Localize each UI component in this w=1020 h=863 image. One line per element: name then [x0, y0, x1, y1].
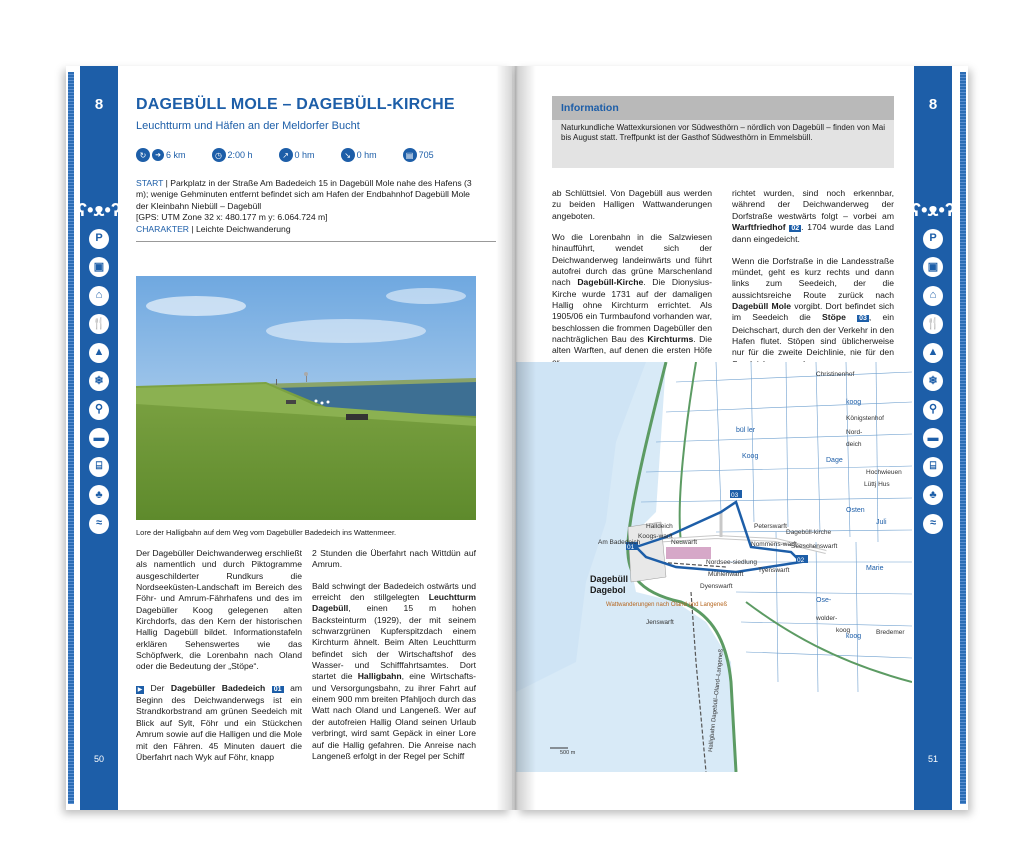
route-icon: ↻: [136, 148, 150, 162]
chapter-sidebar-left: [77, 66, 121, 810]
paragraph: Bald schwingt der Badedeich ostwärts und erreicht den stillgelegten Leuchtturm Dagebüll, einen 15 m hohen Backsteinturm (1929), der mit seinem schwarzgrünen Kupferspitzdach einem Kirchturm ähnelt. Beim Alten Leuchtturm befindet sich der Wirtschaftshof des Wasser- und Schifffahrtsamtes. Dort startet die Halligbahn, eine Wirtschafts- und Versorgungsbahn, zu ihrer Fahrt auf einem 900 mm breiten Pfahljoch durch das Watt nach Oland und Langeneß. Wer auf der autofreien Hallig Oland seinen Urlaub verbringt, wird samt Gepäck in einer Lore auf die Hallig gefahren. Die Anreise nach Langeneß erfolgt in der Regel per Schiff: [312, 580, 476, 761]
summit-icon: ▲: [923, 343, 943, 363]
tree-icon: ♣: [923, 485, 943, 505]
route-stats: [136, 148, 498, 162]
family-bear-icon: ʕ•ᴥ•ʔ: [911, 200, 955, 220]
paragraph: richtet wurden, sind noch erkennbar, während der Deichwanderweg der Dorfstraße westwärts folgt – vorbei am Warftfriedhof 02 . 1704 wurde das Land dann eingedeicht.: [732, 188, 895, 245]
map-label: koog: [836, 627, 851, 634]
right-page: [516, 66, 968, 810]
map-label: Christinenhof: [816, 371, 855, 378]
clock-icon: ◷: [212, 148, 226, 162]
map-icon: ▤: [403, 148, 417, 162]
route-subtitle: Leuchtturm und Häfen an der Meldorfer Bucht: [136, 120, 360, 132]
map-place-name: Dagebüll: [590, 574, 629, 584]
start-block: START | Parkplatz in der Straße Am Badedeich 15 in Dagebüll Mole nahe des Hafens (3 m); wenige Gehminuten entfernt befindet sich am Hafen der Endbahnhof Dagebüll Mole der Kleinbahn Niebüll – Dagebüll [GPS: UTM Zone 32 x: 480.177 m y: 6.064.724 m] CHARAKTER | Leichte Deichwanderung: [136, 178, 472, 234]
info-title: Information: [552, 96, 894, 120]
map-label: Dyenswarft: [700, 583, 733, 590]
map-place-name: Dagebol: [590, 585, 626, 595]
map-label: Koog: [742, 453, 759, 460]
waypoint-badge: 02: [791, 225, 800, 233]
paragraph: 2 Stunden die Überfahrt nach Wittdün auf Amrum.: [312, 548, 476, 570]
paragraph: ab Schlüttsiel. Von Dagebüll aus werden zu beiden Halligen Wattwanderungen angeboten.: [552, 188, 712, 221]
divider: [136, 241, 496, 242]
stat-descent: ↘ 0 hm: [341, 148, 377, 162]
info-text: Naturkundliche Wattexkursionen vor Südwesthörn – nördlich von Dagebüll – finden von Mai bis August statt. Treffpunkt ist der Gasthof Südwesthörn in Emmelsbüll.: [561, 123, 885, 142]
bike-icon: ⚲: [89, 400, 109, 420]
route-map: [516, 362, 912, 772]
waypoint-badge: 01: [273, 685, 282, 693]
map-label: Nordsee-siedlung: [706, 559, 757, 566]
category-icons: [911, 200, 955, 542]
parking-icon: P: [923, 229, 943, 249]
paragraph: Wo die Lorenbahn in die Salzwiesen hinaufführt, wendet sich der Deichwanderweg landeinwärts und führt autofrei durch das grüne Marschenland nach Dagebüll-Kirche. Die Dionysius-Kirche wurde 1731 auf der damaligen Hallig ohne Kirchturm errichtet. Als 1905/06 ein Turmbaufond vorhanden war, beschlossen die frommen Dagebüller den nachträglichen Bau des Kirchturms. Die alten Warften, auf denen die ersten Höfe: [552, 232, 712, 356]
map-label: koog: [846, 399, 862, 406]
map-label: Tyenswarft: [758, 567, 790, 574]
stat-map: ▤ 705: [403, 148, 434, 162]
bus-icon: ▣: [89, 257, 109, 277]
photo-caption: Lore der Halligbahn auf dem Weg vom Dagebüller Badedeich ins Wattenmeer.: [136, 528, 397, 537]
text-column-3: [552, 188, 712, 378]
winter-icon: ❄: [923, 371, 943, 391]
map-label: Juli: [876, 519, 887, 526]
map-label: Am Badedeich: [598, 539, 641, 546]
winter-icon: ❄: [89, 371, 109, 391]
map-label: Peterswarft: [754, 523, 787, 530]
map-label: Koogs-warft: [638, 533, 673, 540]
stat-distance: ↻ ➜ 6 km: [136, 148, 186, 162]
map-label: Dagebüll-kirche: [786, 529, 832, 536]
museum-icon: ⌸: [923, 457, 943, 477]
family-bear-icon: ʕ•ᴥ•ʔ: [77, 200, 121, 220]
map-label: wolder-: [816, 615, 838, 622]
hut-icon: ⌂: [89, 286, 109, 306]
map-label: Halligbahn Dagebüll–Oland–Langeneß: [708, 648, 725, 753]
bed-icon: ▬: [923, 428, 943, 448]
map-label: deich: [846, 441, 862, 448]
page-number: 50: [93, 754, 104, 764]
page-number: 51: [927, 754, 938, 764]
open-book: [66, 66, 968, 810]
map-label: Königstenhof: [846, 415, 884, 422]
paragraph: Der Dagebüller Deichwanderweg erschließt als namentlich und durch Piktogramme ausgeschilderter Rundkurs die Nordseeküsten-Landschaft im Bereich des Föhr- und Amrum-Fährhafens und des im Dagebüller Koog gelegenen alten Kirchdorfs, das den Kern der historischen Hallig Dagebüll bildet. Informationstafeln erklären Sehenswertes wie das Schöpfwerk, die Lorenbahn nach Oland oder die Bedeutung der „Stöpe“.: [136, 548, 302, 672]
waypoint-03: 03: [731, 492, 739, 499]
route-title: DAGEBÜLL MOLE – DAGEBÜLL-KIRCHE: [136, 96, 455, 113]
page-edge-right: [960, 72, 966, 804]
map-label: Marie: [866, 565, 884, 572]
swim-icon: ≈: [923, 514, 943, 534]
map-label: Hochwieuen: [866, 469, 902, 476]
text-column-4: [732, 188, 894, 380]
text-column-2: [312, 548, 476, 772]
map-label: Wattwanderungen nach Oland und Langeneß: [606, 602, 728, 608]
waypoint-02: 02: [797, 557, 805, 564]
waypoint-badge: 03: [859, 315, 867, 323]
map-label: Seeschenswarft: [791, 543, 838, 550]
map-label: koog: [846, 633, 862, 640]
chapter-number: 8: [928, 96, 938, 113]
info-box: [552, 96, 894, 168]
map-label: Nord-: [846, 429, 863, 436]
route-header: [136, 96, 498, 242]
bed-icon: ▬: [89, 428, 109, 448]
direction-icon: ➜: [152, 149, 164, 161]
scale-label: 500 m: [560, 750, 576, 756]
paragraph: Wenn die Dorfstraße in die Landesstraße mündet, geht es kurz rechts und dann links zum Seedeich, der die aussichtsreiche Route zurück nach Dagebüll Mole vorgibt. Dort befindet sich im Seedeich die Stöpe 03 , ein Deichschart, durch den der Verkehr in den Hafen flutet. Stöpen sind üblicherweise nur für die zweite Deichlinie, nie für den: [732, 255, 894, 358]
summit-icon: ▲: [89, 343, 109, 363]
map-label: Ose-: [816, 597, 832, 604]
paragraph: ▶ Der Dagebüller Badedeich 01 am Beginn des Deichwanderwegs ist ein Strandkorbstrand am grünen Seedeich mit Blick auf Sylt, Föhr und ein Stückchen Amrum sowie auf die Halligen und die Mole mit den Fähren. 45 Minuten dauert die Überfahrt nach Wyk auf Föhr, knapp: [136, 682, 303, 762]
map-label: Osten: [846, 507, 865, 514]
map-label: bül ler: [736, 427, 756, 434]
map-label: Mühlenwarft: [708, 571, 744, 578]
chapter-number: 8: [94, 96, 104, 113]
restaurant-icon: 🍴: [923, 314, 943, 334]
bus-icon: ▣: [923, 257, 943, 277]
descent-icon: ↘: [341, 148, 355, 162]
stat-ascent: ↗ 0 hm: [279, 148, 315, 162]
bike-icon: ⚲: [923, 400, 943, 420]
map-label: Halldeich: [646, 523, 673, 530]
landscape-photo: [136, 276, 476, 520]
ascent-icon: ↗: [279, 148, 293, 162]
stat-duration: ◷ 2:00 h: [212, 148, 253, 162]
arrow-marker-icon: ▶: [137, 686, 143, 693]
text-column-1: [136, 548, 302, 773]
parking-icon: P: [89, 229, 109, 249]
map-label: Nommens-warft: [751, 541, 797, 548]
map-label: Dage: [826, 457, 843, 464]
hut-icon: ⌂: [923, 286, 943, 306]
map-label: Bredemer: [876, 629, 905, 636]
tree-icon: ♣: [89, 485, 109, 505]
museum-icon: ⌸: [89, 457, 109, 477]
category-icons: [77, 200, 121, 542]
left-page: [66, 66, 512, 810]
map-label: Jenswarft: [646, 619, 674, 626]
swim-icon: ≈: [89, 514, 109, 534]
page-edge-left: [68, 72, 74, 804]
restaurant-icon: 🍴: [89, 314, 109, 334]
waypoint-01: 01: [627, 544, 635, 551]
chapter-sidebar-right: [911, 66, 955, 810]
map-label: Lüttj Hus: [864, 481, 890, 488]
map-label: Neuwarft: [671, 539, 698, 546]
